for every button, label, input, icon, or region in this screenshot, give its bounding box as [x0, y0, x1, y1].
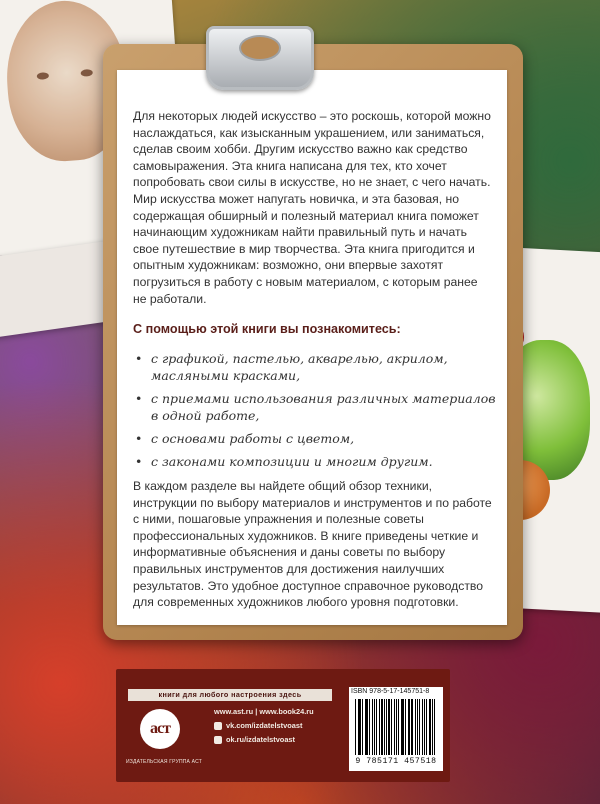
barcode-bar — [408, 699, 410, 755]
list-item: • с приемами использования различных материалов в одной работе, — [135, 391, 496, 423]
sketch-eye-left — [37, 72, 49, 80]
barcode-bar — [359, 699, 360, 755]
barcode-bar — [381, 699, 382, 755]
bullet-icon: • — [135, 391, 143, 406]
barcode-bar — [401, 699, 402, 755]
intro-paragraph: Для некоторых людей искусство – это роскошь, которой можно наслаждаться, как изысканным украшением, или заниматься, сделав своим хобби. Другим искусство важно как средство самовыражения. Эта книга написана для тех, кто хочет попробовать свои силы в искусстве, но не знает, с чего начать. Мир искусства может напугать новичка, и эта базовая, но содержащая обширный и полезный материал книга поможет начинающим художникам найти правильный путь и начать свое путешествие в мир творчества. Эта книга пригодится и опытным художникам: возможно, они впервые захотят погрузиться в работу с новым материалом, с которым ранее не работали. — [133, 109, 491, 306]
bullet-icon: • — [135, 454, 143, 469]
publisher-name: ИЗДАТЕЛЬСКАЯ ГРУППА АСТ — [126, 759, 202, 765]
barcode-bar — [415, 699, 416, 755]
barcode-bar — [426, 699, 427, 755]
vk-icon — [214, 722, 222, 730]
ok-icon — [214, 736, 222, 744]
barcode-bar — [355, 699, 356, 755]
barcode-bar — [434, 699, 435, 755]
barcode-bar — [417, 699, 418, 755]
ok-link[interactable]: ok.ru/izdatelstvoast — [214, 733, 334, 747]
list-item: • с графикой, пастелью, акварелью, акрилом, масляными красками, — [135, 351, 448, 383]
clipboard-clip-icon — [206, 26, 314, 90]
barcode-bar — [365, 699, 366, 755]
publisher-panel — [116, 669, 450, 782]
barcode-bar — [412, 699, 413, 755]
barcode-bar — [372, 699, 373, 755]
barcode-bar — [384, 699, 385, 755]
barcode-bar — [374, 699, 375, 755]
barcode-bar — [358, 699, 359, 755]
list-item: • с законами композиции и многим другим. — [135, 454, 433, 469]
list-heading: С помощью этой книги вы познакомитесь: — [133, 322, 401, 336]
barcode-bar — [379, 699, 380, 755]
topics-list — [129, 350, 499, 476]
barcode-bar — [419, 699, 420, 755]
barcode-card — [349, 687, 443, 771]
vk-link[interactable]: vk.com/izdatelstvoast — [214, 719, 334, 733]
clip-hole — [239, 35, 281, 61]
barcode-bar — [405, 699, 406, 755]
bullet-icon: • — [135, 351, 143, 366]
barcode-icon — [355, 699, 437, 755]
barcode-bar — [388, 699, 390, 755]
barcode-bar — [376, 699, 377, 755]
tagline: книги для любого настроения здесь — [128, 689, 332, 701]
barcode-bar — [369, 699, 370, 755]
barcode-bar — [422, 699, 423, 755]
logo-text: аст — [150, 720, 170, 737]
barcode-bar — [429, 699, 431, 755]
barcode-bar — [366, 699, 368, 755]
publisher-logo — [140, 709, 180, 749]
barcode-bar — [424, 699, 425, 755]
barcode-bar — [432, 699, 433, 755]
isbn-text: ISBN 978-5-17-145751-8 — [351, 688, 430, 695]
list-item: • с основами работы с цветом, — [135, 431, 355, 446]
barcode-bar — [402, 699, 403, 755]
details-paragraph: В каждом разделе вы найдете общий обзор техники, инструкции по выбору материалов и инструментов и по работе с ними, пошаговые упражнения и полезные советы профессиональных художников. В книге приведены четкие и информативные объяснения и даны советы по выбору правильных инструментов для достижения наилучших результатов. Это удобное доступное справочное руководство для современных художников любого уровня подготовки. — [133, 479, 492, 610]
barcode-bar — [386, 699, 387, 755]
barcode-bar — [396, 699, 397, 755]
sketch-eye-right — [81, 69, 93, 77]
barcode-bar — [394, 699, 395, 755]
barcode-number: 9 785171 457518 — [355, 757, 437, 766]
clipboard-sheet — [117, 70, 507, 625]
barcode-bar — [398, 699, 399, 755]
publisher-links — [214, 705, 334, 747]
barcode-bar — [411, 699, 412, 755]
barcode-bar — [391, 699, 392, 755]
bullet-icon: • — [135, 431, 143, 446]
barcode-bar — [362, 699, 363, 755]
site-link[interactable]: www.ast.ru | www.book24.ru — [214, 707, 314, 716]
